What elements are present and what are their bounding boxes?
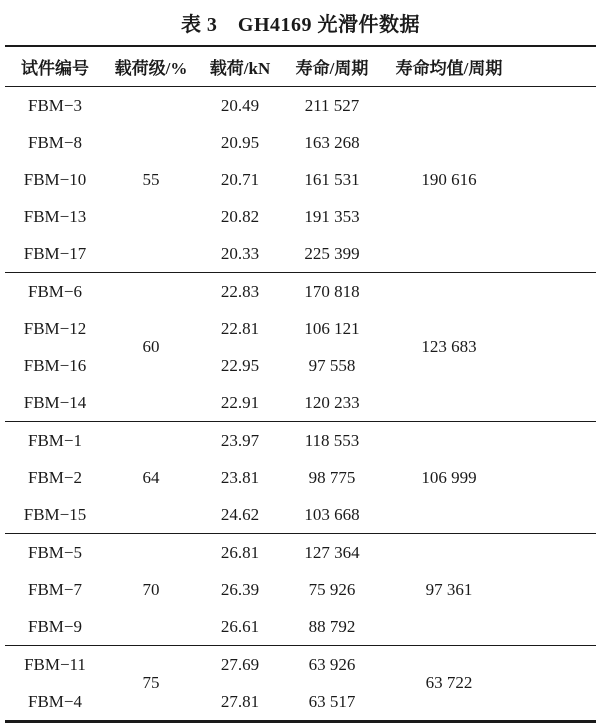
spacer-cell — [517, 422, 596, 534]
header-cell-spacer — [517, 46, 596, 87]
load-cell: 22.83 — [220, 281, 260, 301]
specimen-cell: FBM−16 — [23, 355, 87, 375]
specimen-cell: FBM−11 — [24, 654, 86, 674]
specimen-cell: FBM−1 — [28, 430, 82, 450]
life-cell: 63 926 — [308, 654, 356, 674]
spacer-cell — [517, 87, 596, 273]
load-level-cell: 55 — [142, 169, 160, 189]
load-cell: 20.82 — [220, 206, 260, 226]
mean-life-cell: 106 999 — [421, 467, 477, 487]
specimen-cell: FBM−6 — [28, 281, 82, 301]
life-cell: 75 926 — [308, 579, 356, 599]
mean-life-cell: 63 722 — [425, 673, 473, 692]
header-row — [5, 46, 596, 87]
life-cell: 127 364 — [304, 542, 360, 562]
table-row — [5, 534, 596, 572]
mean-life-cell: 190 616 — [421, 169, 477, 189]
group-60 — [5, 273, 596, 422]
table-row — [5, 87, 596, 125]
load-cell: 23.97 — [220, 430, 260, 450]
mean-life-cell: 97 361 — [425, 579, 473, 599]
specimen-cell: FBM−9 — [28, 616, 82, 636]
specimen-cell: FBM−3 — [28, 95, 82, 115]
load-cell: 27.69 — [220, 654, 260, 674]
table-title: 表 3 GH4169 光滑件数据 — [180, 14, 421, 36]
specimen-cell: FBM−12 — [23, 318, 87, 338]
life-cell: 63 517 — [308, 691, 356, 711]
load-cell: 23.81 — [220, 467, 260, 487]
load-cell: 24.62 — [220, 504, 260, 524]
spacer-cell — [517, 273, 596, 422]
load-level-cell: 64 — [142, 467, 160, 487]
load-level-cell: 60 — [142, 337, 160, 356]
life-cell: 120 233 — [304, 392, 360, 412]
load-cell: 20.71 — [220, 169, 260, 189]
life-cell: 211 527 — [304, 95, 360, 115]
spacer-cell — [517, 646, 596, 722]
load-level-cell: 75 — [142, 673, 160, 692]
load-cell: 20.95 — [220, 132, 260, 152]
load-level-cell: 70 — [142, 579, 160, 599]
life-cell: 97 558 — [308, 355, 356, 375]
data-table — [5, 45, 596, 723]
specimen-cell: FBM−5 — [28, 542, 82, 562]
life-cell: 88 792 — [308, 616, 356, 636]
load-cell: 26.81 — [220, 542, 260, 562]
specimen-cell: FBM−4 — [28, 691, 82, 711]
load-cell: 20.49 — [220, 95, 260, 115]
specimen-cell: FBM−15 — [23, 504, 87, 524]
header-cell-mean-life: 寿命均值/周期 — [381, 46, 517, 87]
specimen-cell: FBM−10 — [23, 169, 87, 189]
specimen-cell: FBM−17 — [23, 243, 87, 263]
group-75 — [5, 646, 596, 722]
group-70 — [5, 534, 596, 646]
load-cell: 26.39 — [220, 579, 260, 599]
specimen-cell: FBM−7 — [28, 579, 82, 599]
load-cell: 26.61 — [220, 616, 260, 636]
load-cell: 22.91 — [220, 392, 260, 412]
table-row — [5, 422, 596, 460]
mean-life-cell: 123 683 — [421, 337, 477, 356]
life-cell: 98 775 — [308, 467, 356, 487]
header-cell-load: 载荷/kN — [197, 46, 283, 87]
specimen-cell: FBM−8 — [28, 132, 82, 152]
life-cell: 103 668 — [304, 504, 360, 524]
table-row — [5, 646, 596, 684]
specimen-cell: FBM−14 — [23, 392, 87, 412]
load-cell: 27.81 — [220, 691, 260, 711]
table-row — [5, 273, 596, 311]
life-cell: 118 553 — [304, 430, 360, 450]
group-64 — [5, 422, 596, 534]
load-cell: 22.95 — [220, 355, 260, 375]
table-header — [5, 46, 596, 87]
spacer-cell — [517, 534, 596, 646]
group-55 — [5, 87, 596, 273]
specimen-cell: FBM−13 — [23, 206, 87, 226]
life-cell: 163 268 — [304, 132, 360, 152]
specimen-cell: FBM−2 — [28, 467, 82, 487]
load-cell: 22.81 — [220, 318, 260, 338]
header-cell-load-level: 载荷级/% — [105, 46, 197, 87]
load-cell: 20.33 — [220, 243, 260, 263]
header-cell-life: 寿命/周期 — [283, 46, 381, 87]
life-cell: 161 531 — [304, 169, 360, 189]
life-cell: 106 121 — [304, 318, 360, 338]
life-cell: 191 353 — [304, 206, 360, 226]
header-cell-specimen: 试件编号 — [5, 46, 105, 87]
life-cell: 170 818 — [304, 281, 360, 301]
life-cell: 225 399 — [304, 243, 360, 263]
